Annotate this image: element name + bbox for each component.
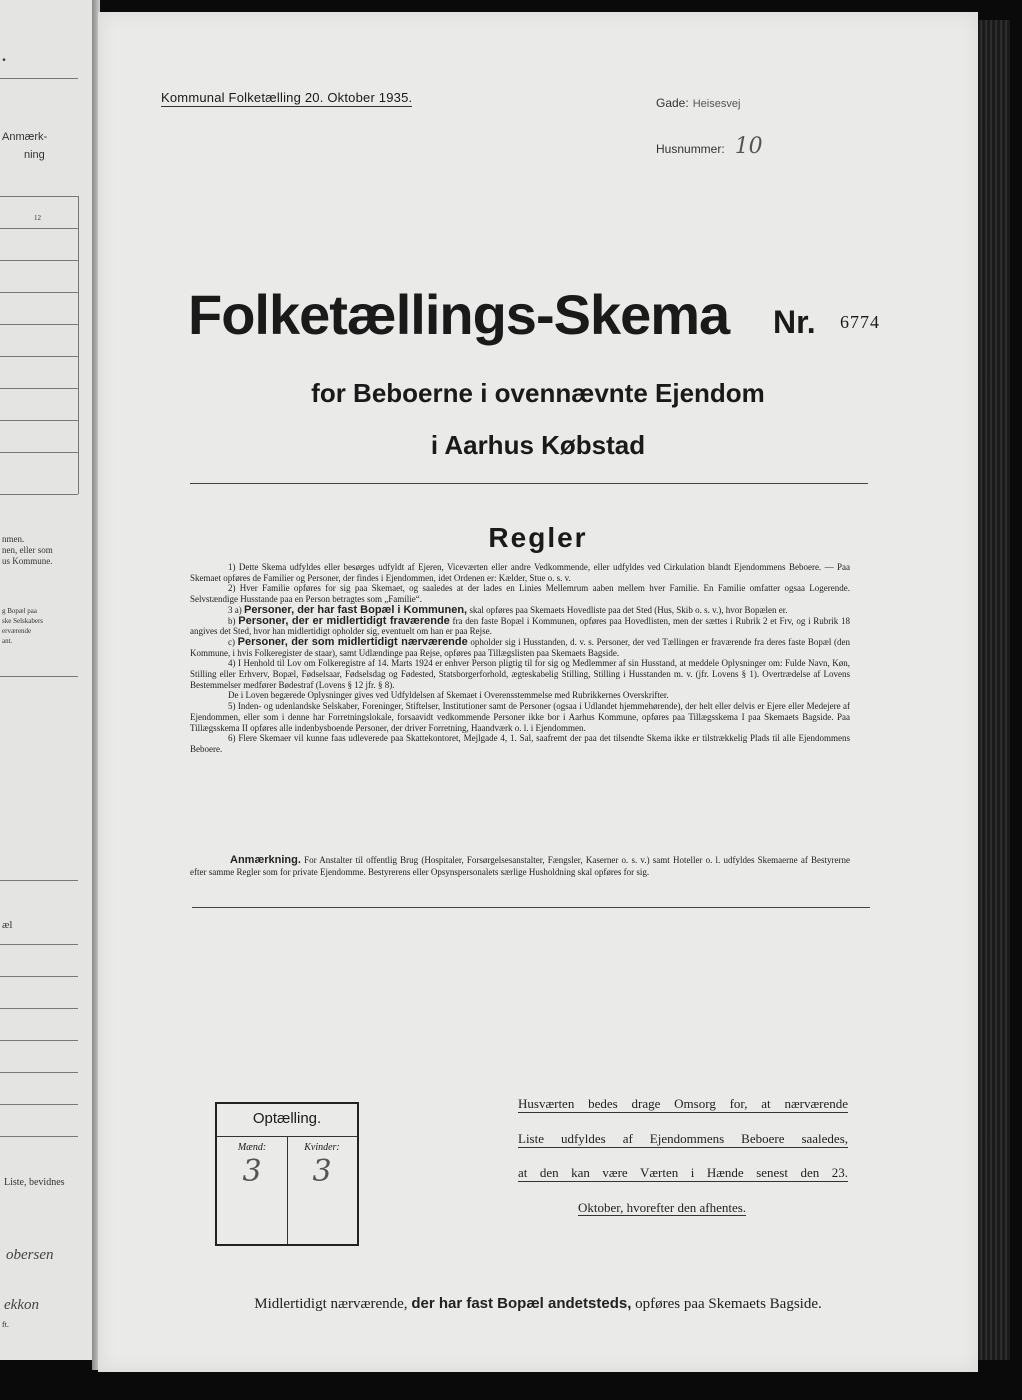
left-page-text: g Bopæl paa bbox=[2, 607, 37, 615]
men-count: 3 bbox=[242, 1154, 262, 1189]
left-page-text: ant. bbox=[2, 637, 13, 645]
left-page-text: nmen. bbox=[2, 534, 25, 544]
remark-label: Anmærkning. bbox=[230, 854, 301, 866]
left-page-text: 12 bbox=[34, 214, 41, 222]
adjacent-page-left bbox=[0, 0, 93, 1360]
house-number-field bbox=[656, 134, 763, 159]
house-number-value: 10 bbox=[734, 134, 763, 159]
remark bbox=[190, 855, 850, 878]
form-title: Folketællings-Skema bbox=[188, 283, 730, 346]
rule-2: 2) Hver Familie opføres for sig paa Skemaet, og saaledes at der lades en Linies Mellemrum aaben mellem hver Familie. En Familie omfatter ogsaa Logerende. Selvstændige Husstande paa en Person betragtes som „Familie“. bbox=[190, 583, 850, 605]
men-label: Mænd: bbox=[237, 1142, 267, 1153]
remark-text: For Anstalter til offentlig Brug (Hospitaler, Forsørgelsesanstalter, Fængsler, Kaserner o. s. v.) samt Hoteller o. l. udfyldes Skemaerne af Bestyrerne efter samme Regler som for private Ejendomme. Bestyrerens eller Opsynspersonalets særlige Husholdning skal opføres for sig. bbox=[190, 855, 850, 877]
women-count: 3 bbox=[312, 1154, 332, 1189]
street-value: Heisesvej bbox=[692, 98, 741, 110]
women-label: Kvinder: bbox=[304, 1142, 340, 1153]
landlord-note-line: Husværten bedes drage Omsorg for, at nærværende bbox=[518, 1096, 848, 1111]
tally-box bbox=[215, 1102, 359, 1246]
book-edge bbox=[978, 20, 1010, 1360]
rule-6: 6) Flere Skemaer vil kunne faas udleverede paa Skattekontoret, Mejlgade 4, 1. Sal, saafremt der paa det tilsendte Skema ikke er tilstrækkelig Plads til alle Ejendommens Beboere. bbox=[190, 733, 850, 754]
rules-heading: Regler bbox=[488, 522, 588, 553]
census-form-page bbox=[98, 12, 978, 1372]
form-number-label: Nr. bbox=[773, 304, 816, 340]
signature: ekkon bbox=[4, 1297, 39, 1313]
rule-5: 5) Inden- og udenlandske Selskaber, Foreninger, Stiftelser, Institutioner samt de Personer (ogsaa i Udlandet hjemmehørende), der helt eller delvis er Ejere eller Medejere af Ejendommen, eller som i denne har Forretningslokale, forsaavidt vedkommende Personer ikke bor i Aarhus Kommune, opføres paa Tillægsskema I paa Skemaets Bagside. Paa Tillægsskema II opføres alle indenbysboende Personer, der driver Forretning, Haandværk o. l. i Ejendommen. bbox=[190, 701, 850, 733]
rule-3a: 3 a) Personer, der har fast Bopæl i Kommunen, skal opføres paa Skemaets Hovedliste paa det Sted (Hus, Skib o. s. v.), hvor Bopælen er. bbox=[228, 603, 788, 616]
left-page-text: æl bbox=[2, 919, 13, 931]
form-number-value: 6774 bbox=[840, 312, 880, 332]
divider bbox=[192, 907, 870, 908]
landlord-note-line: Oktober, hvorefter den afhentes. bbox=[578, 1200, 747, 1215]
rule-3c: c) Personer, der som midlertidigt nærværende opholder sig i Husstanden, d. v. s. Personer, der ved Tællingen er fraværende fra deres faste Bopæl (den Kommune, i hvis Folkeregister de staar), samt Udlændinge paa Rejse, opføres paa Tillægslisten paa Skemaets Bagside. bbox=[190, 635, 851, 658]
rule-4: 4) I Henhold til Lov om Folkeregistre af 14. Marts 1924 er enhver Person pligtig til for sig og Medlemmer af sin Husstand, at meddele Oplysninger om: Fulde Navn, Køn, Stilling eller Erhverv, Bopæl, Fødselsaar, Fødselsdag og Fødested, Statsborgerforhold, ægteskabelig Stilling, Stilling i Husstanden m. v. (jfr. Lovens § 1). Overtrædelse af Lovens Bestemmelser medfører Bødestraf (Lovens § 12 jfr. § 8). bbox=[190, 658, 850, 690]
landlord-note-line: Liste udfyldes af Ejendommens Beboere saaledes, bbox=[518, 1131, 848, 1146]
street-label: Gade: bbox=[656, 96, 689, 110]
left-page-text: . bbox=[2, 48, 6, 65]
left-page-text: Liste, bevidnes bbox=[4, 1177, 65, 1188]
divider bbox=[190, 483, 868, 484]
left-page-text: Anmærk- bbox=[2, 131, 48, 143]
rule-1: 1) Dette Skema udfyldes eller besørges udfyldt af Ejeren, Viceværten eller andre Vedkommende, eller udfyldes ved Cirkulation blandt Ejendommens Beboere. — Paa Skemaet opføres de Familier og Personer, der findes i Ejendommen, idet Ordenen er: Kælder, Stue o. s. v. bbox=[190, 562, 850, 583]
signature: obersen bbox=[6, 1247, 54, 1263]
footer-note: Midlertidigt nærværende, der har fast Bopæl andetsteds, opføres paa Skemaets Bagside. bbox=[254, 1295, 822, 1312]
left-page-text: nen, eller som bbox=[2, 545, 53, 555]
rule-3b: b) Personer, der er midlertidigt fraværende fra den faste Bopæl i Kommunen, opføres paa Hovedlisten, men der sættes i Rubrik 2 et Frv, og i Rubrik 18 angives det Sted, hvor han midlertidigt opholder sig, eventuelt om han er paa Rejse. bbox=[190, 614, 851, 637]
tally-title: Optælling. bbox=[252, 1110, 322, 1127]
left-page-text: ning bbox=[24, 149, 45, 161]
left-page-text: erværende bbox=[2, 627, 32, 635]
form-subtitle: for Beboerne i ovennævnte Ejendom bbox=[311, 378, 765, 408]
left-page-text: ft. bbox=[2, 1320, 9, 1329]
left-page-text: us Kommune. bbox=[2, 556, 53, 566]
street-field bbox=[656, 94, 740, 112]
house-number-label: Husnummer: bbox=[656, 142, 725, 156]
rule-4b: De i Loven begærede Oplysninger gives ved Udfyldelsen af Skemaet i Overensstemmelse med Rubrikkernes Overskrifter. bbox=[228, 690, 669, 701]
form-subtitle-city: i Aarhus Købstad bbox=[430, 430, 646, 460]
landlord-note-line: at den kan være Værten i Hænde senest den 23. bbox=[518, 1165, 848, 1180]
census-header: Kommunal Folketælling 20. Oktober 1935. bbox=[161, 90, 413, 105]
rules-text bbox=[190, 562, 850, 755]
left-page-text: ske Selskabers bbox=[2, 617, 44, 625]
